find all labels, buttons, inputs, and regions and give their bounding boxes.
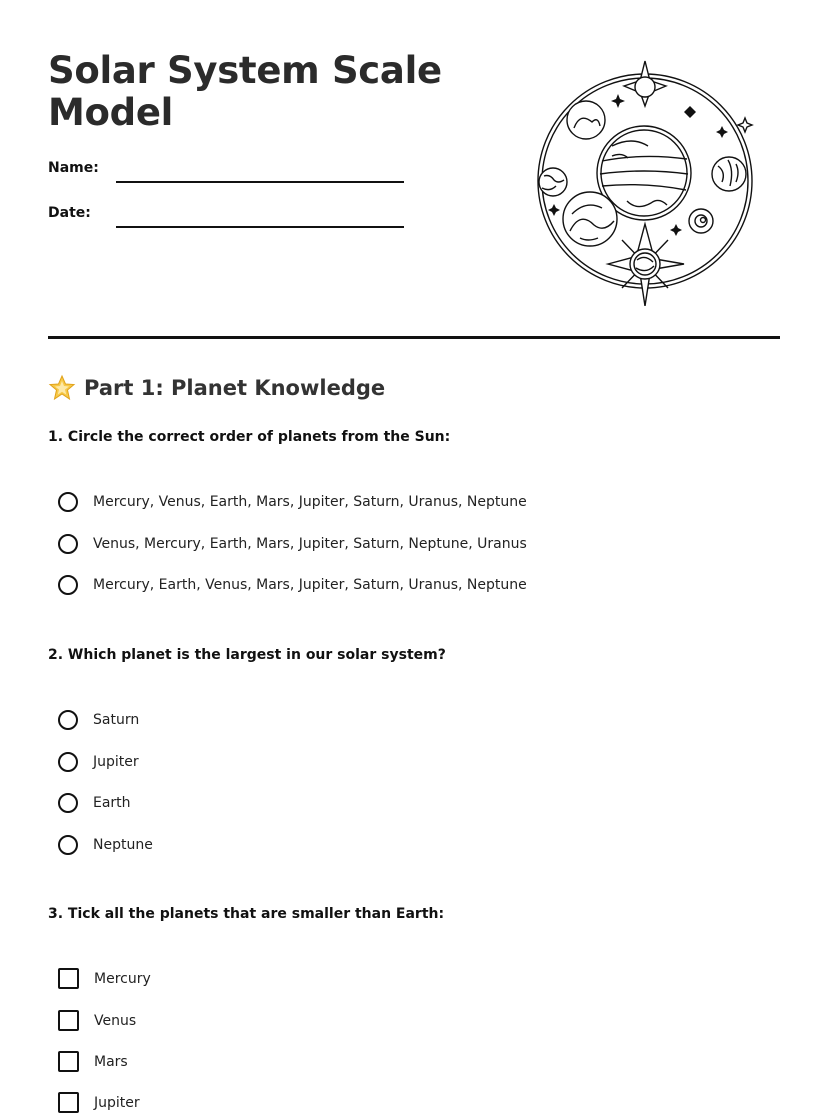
option-label: Mercury, Earth, Venus, Mars, Jupiter, Saturn, Uranus, Neptune	[93, 577, 527, 593]
option-label: Saturn	[93, 712, 140, 728]
checkbox[interactable]	[58, 1010, 79, 1031]
radio-button[interactable]	[58, 710, 78, 730]
question-3-option-4[interactable]	[58, 1092, 140, 1113]
question-1-option-1[interactable]	[58, 492, 527, 512]
option-label: Mercury, Venus, Earth, Mars, Jupiter, Saturn, Uranus, Neptune	[93, 494, 527, 510]
section-heading	[48, 374, 385, 402]
date-label: Date:	[48, 205, 91, 221]
section-divider	[48, 336, 780, 339]
question-3-option-2[interactable]	[58, 1010, 136, 1031]
checkbox[interactable]	[58, 1051, 79, 1072]
question-3-option-1[interactable]	[58, 968, 151, 989]
page-title: Solar System Scale Model	[48, 49, 442, 134]
question-1-option-3[interactable]	[58, 575, 527, 595]
question-2-option-3[interactable]	[58, 793, 131, 813]
name-field[interactable]	[116, 181, 404, 183]
radio-button[interactable]	[58, 534, 78, 554]
date-field[interactable]	[116, 226, 404, 228]
radio-button[interactable]	[58, 752, 78, 772]
question-1-option-2[interactable]	[58, 534, 527, 554]
name-label: Name:	[48, 160, 99, 176]
option-label: Jupiter	[93, 754, 139, 770]
glowing-star-icon	[48, 374, 76, 402]
checkbox[interactable]	[58, 1092, 79, 1113]
option-label: Mars	[94, 1053, 128, 1070]
solar-system-illustration-icon	[532, 56, 758, 306]
question-2-text: 2. Which planet is the largest in our solar system?	[48, 647, 446, 663]
radio-button[interactable]	[58, 492, 78, 512]
radio-button[interactable]	[58, 793, 78, 813]
option-label: Jupiter	[94, 1094, 140, 1111]
option-label: Venus	[94, 1012, 137, 1029]
option-label: Mercury	[94, 970, 151, 987]
question-3-option-3[interactable]	[58, 1051, 128, 1072]
question-3-text: 3. Tick all the planets that are smaller than Earth:	[48, 906, 445, 922]
radio-button[interactable]	[58, 835, 78, 855]
option-label: Neptune	[93, 837, 153, 853]
radio-button[interactable]	[58, 575, 78, 595]
question-1-text: 1. Circle the correct order of planets from the Sun:	[48, 429, 451, 445]
option-label: Earth	[93, 795, 131, 811]
question-2-option-4[interactable]	[58, 835, 153, 855]
option-label: Venus, Mercury, Earth, Mars, Jupiter, Saturn, Neptune, Uranus	[93, 536, 527, 552]
question-2-option-2[interactable]	[58, 752, 139, 772]
section-title: Part 1: Planet Knowledge	[84, 376, 386, 400]
checkbox[interactable]	[58, 968, 79, 989]
question-2-option-1[interactable]	[58, 710, 139, 730]
